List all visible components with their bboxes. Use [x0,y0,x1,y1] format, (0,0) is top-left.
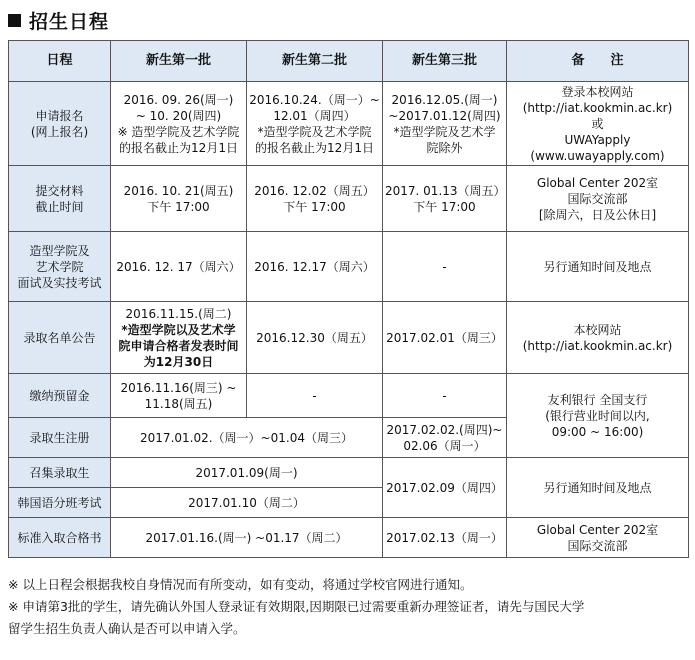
docs-batch-2: 2016. 12.02（周五） 下午 17:00 [247,166,383,232]
apply-batch-3: 2016.12.05.(周一) ~2017.01.12(周四) *造型学院及艺术学 院除外 [383,82,507,166]
table-header-row [9,41,689,82]
row-label-exam: 造型学院及 艺术学院 面试及实技考试 [9,232,111,302]
orientation-korean-remarks: 另行通知时间及地点 [507,458,689,518]
table-row [9,518,689,558]
table-row [9,374,689,418]
register-batch-3: 2017.02.02.(周四)~ 02.06（周一） [383,418,507,458]
register-batch-1-2: 2017.01.02.（周一）~01.04（周三） [111,418,383,458]
deposit-batch-2: - [247,374,383,418]
apply-remarks: 登录本校网站 (http://iat.kookmin.ac.kr) 或 UWAYapply (www.uwayapply.com) [507,82,689,166]
table-row [9,458,689,488]
section-title [8,6,109,34]
docs-batch-3: 2017. 01.13（周五） 下午 17:00 [383,166,507,232]
announce-remarks: 本校网站 (http://iat.kookmin.ac.kr) [507,302,689,374]
announce-batch-2: 2016.12.30（周五） [247,302,383,374]
standard-remarks: Global Center 202室 国际交流部 [507,518,689,558]
table-row [9,302,689,374]
exam-remarks: 另行通知时间及地点 [507,232,689,302]
apply-batch-2: 2016.10.24.（周一）~ 12.01（周四） *造型学院及艺术学院 的报名截止为12月1日 [247,82,383,166]
orientation-korean-batch-3: 2017.02.09（周四） [383,458,507,518]
table-row [9,82,689,166]
section-title-text: 招生日程 [29,10,110,33]
row-label-deposit: 缴纳预留金 [9,374,111,418]
korean-batch-1-2: 2017.01.10（周二） [111,488,383,518]
announce-batch-1: 2016.11.15.(周二) *造型学院以及艺术学 院申请合格者发表时间 为12月30日 [111,302,247,374]
footnote-2-cont: 留学生招生负责人确认是否可以申请入学。 [8,621,246,636]
deposit-batch-1: 2016.11.16(周三) ~ 11.18(周五) [111,374,247,418]
square-bullet-icon [8,14,21,27]
announce-batch-3: 2017.02.01（周三） [383,302,507,374]
row-label-korean: 韩国语分班考试 [9,488,111,518]
row-label-standard: 标准入取合格书 [9,518,111,558]
exam-batch-2: 2016. 12.17（周六） [247,232,383,302]
deposit-remarks: 友利银行 全国支行 (银行营业时间以内, 09:00 ~ 16:00) [507,374,689,458]
row-label-apply: 申请报名 (网上报名) [9,82,111,166]
footnote-2: ※ 申请第3批的学生，请先确认外国人登录证有效期限,因期限已过需要重新办理签证者，请先与国民大学 [8,599,585,614]
schedule-table [8,40,689,558]
docs-batch-1: 2016. 10. 21(周五) 下午 17:00 [111,166,247,232]
row-label-orientation: 召集录取生 [9,458,111,488]
standard-batch-3: 2017.02.13（周一） [383,518,507,558]
header-batch-3: 新生第三批 [383,41,507,82]
header-schedule: 日程 [9,41,111,82]
footnotes [8,574,688,640]
table-row [9,166,689,232]
row-label-docs: 提交材料 截止时间 [9,166,111,232]
row-label-register: 录取生注册 [9,418,111,458]
docs-remarks: Global Center 202室 国际交流部 [除周六，日及公休日] [507,166,689,232]
header-remarks: 备 注 [507,41,689,82]
standard-batch-1-2: 2017.01.16.(周一) ~01.17（周二） [111,518,383,558]
deposit-batch-3: - [383,374,507,418]
table-row [9,232,689,302]
footnote-1: ※ 以上日程会根据我校自身情况而有所变动，如有变动，将通过学校官网进行通知。 [8,577,473,592]
exam-batch-1: 2016. 12. 17（周六） [111,232,247,302]
row-label-announce: 录取名单公告 [9,302,111,374]
orientation-batch-1-2: 2017.01.09(周一) [111,458,383,488]
exam-batch-3: - [383,232,507,302]
apply-batch-1: 2016. 09. 26(周一) ~ 10. 20(周四) ※ 造型学院及艺术学院 的报名截止为12月1日 [111,82,247,166]
header-batch-1: 新生第一批 [111,41,247,82]
header-batch-2: 新生第二批 [247,41,383,82]
